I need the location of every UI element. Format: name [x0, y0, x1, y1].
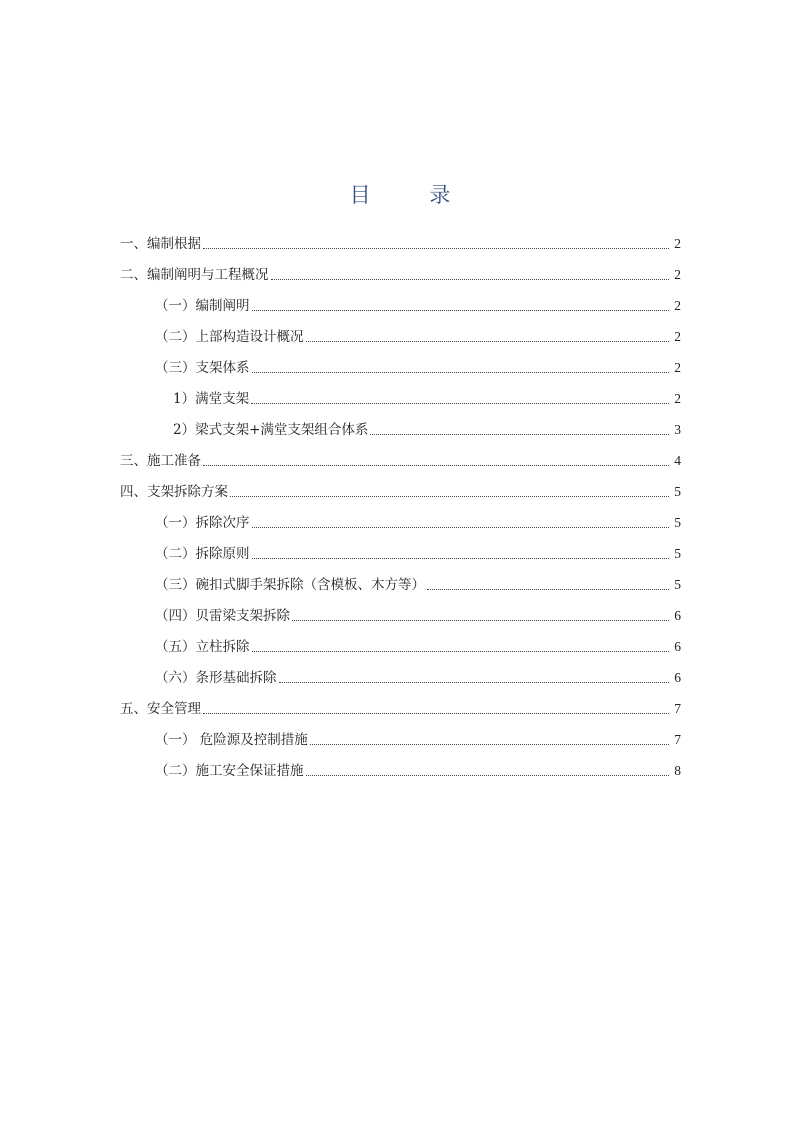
toc-dot-leader [310, 743, 669, 745]
toc-dot-leader [251, 402, 669, 404]
toc-entry-label: （四）贝雷梁支架拆除 [155, 608, 290, 624]
toc-page-number: 6 [674, 639, 681, 654]
toc-page-number: 5 [674, 515, 681, 530]
toc-entry-label: （二）拆除原则 [155, 546, 250, 562]
toc-page-number: 2 [674, 391, 681, 406]
toc-entry[interactable] [120, 222, 681, 253]
toc-entry[interactable] [120, 656, 681, 687]
toc-title: 目 录 [349, 183, 477, 207]
toc-entry-label: （二）施工安全保证措施 [155, 763, 304, 779]
toc-list [120, 222, 681, 780]
toc-page-number: 2 [674, 298, 681, 313]
toc-entry-label: 三、施工准备 [120, 453, 201, 469]
toc-entry[interactable] [120, 408, 681, 439]
toc-page-number: 5 [674, 577, 681, 592]
toc-entry[interactable] [120, 687, 681, 718]
toc-entry[interactable] [120, 253, 681, 284]
toc-dot-leader [252, 650, 670, 652]
toc-dot-leader [370, 433, 669, 435]
toc-entry[interactable] [120, 594, 681, 625]
toc-page-number: 3 [674, 422, 681, 437]
toc-page-number: 8 [674, 763, 681, 778]
toc-dot-leader [230, 495, 669, 497]
toc-dot-leader [271, 278, 670, 280]
toc-entry[interactable] [120, 284, 681, 315]
toc-entry-label: （二）上部构造设计概况 [155, 329, 304, 345]
toc-entry[interactable] [120, 563, 681, 594]
toc-page-number: 2 [674, 267, 681, 282]
toc-entry-label: （五）立柱拆除 [155, 639, 250, 655]
toc-dot-leader [252, 557, 670, 559]
toc-entry[interactable] [120, 439, 681, 470]
toc-entry-label: （六）条形基础拆除 [155, 670, 277, 686]
toc-dot-leader [203, 712, 669, 714]
toc-page-number: 6 [674, 670, 681, 685]
toc-dot-leader [306, 774, 670, 776]
toc-entry-label: 2）梁式支架+满堂支架组合体系 [173, 422, 369, 438]
toc-entry-label: （三）碗扣式脚手架拆除（含模板、木方等） [155, 577, 425, 593]
toc-entry-label: （一）拆除次序 [155, 515, 250, 531]
toc-entry[interactable] [120, 749, 681, 780]
toc-dot-leader [427, 588, 669, 590]
toc-entry[interactable] [120, 315, 681, 346]
toc-page-number: 2 [674, 236, 681, 251]
toc-page-number: 5 [674, 546, 681, 561]
toc-entry-label: （一） 危险源及控制措施 [155, 732, 308, 748]
toc-dot-leader [306, 340, 670, 342]
toc-page-number: 5 [674, 484, 681, 499]
toc-dot-leader [252, 371, 670, 373]
toc-entry-label: 二、编制阐明与工程概况 [120, 267, 269, 283]
toc-entry[interactable] [120, 470, 681, 501]
toc-dot-leader [279, 681, 670, 683]
toc-dot-leader [203, 464, 669, 466]
toc-entry-label: （三）支架体系 [155, 360, 250, 376]
toc-entry-label: （一）编制阐明 [155, 298, 250, 314]
toc-entry[interactable] [120, 718, 681, 749]
toc-entry[interactable] [120, 532, 681, 563]
toc-entry[interactable] [120, 346, 681, 377]
toc-dot-leader [252, 526, 670, 528]
toc-entry-label: 一、编制根据 [120, 236, 201, 252]
toc-page-number: 7 [674, 701, 681, 716]
toc-page-number: 7 [674, 732, 681, 747]
toc-entry-label: 五、安全管理 [120, 701, 201, 717]
toc-entry-label: 1）满堂支架 [173, 391, 250, 407]
toc-entry[interactable] [120, 625, 681, 656]
toc-page-number: 4 [674, 453, 681, 468]
toc-dot-leader [252, 309, 670, 311]
toc-entry-label: 四、支架拆除方案 [120, 484, 228, 500]
toc-entry[interactable] [120, 377, 681, 408]
toc-dot-leader [292, 619, 669, 621]
toc-dot-leader [203, 247, 669, 249]
toc-page-number: 2 [674, 360, 681, 375]
toc-page-number: 6 [674, 608, 681, 623]
toc-entry[interactable] [120, 501, 681, 532]
toc-page-number: 2 [674, 329, 681, 344]
